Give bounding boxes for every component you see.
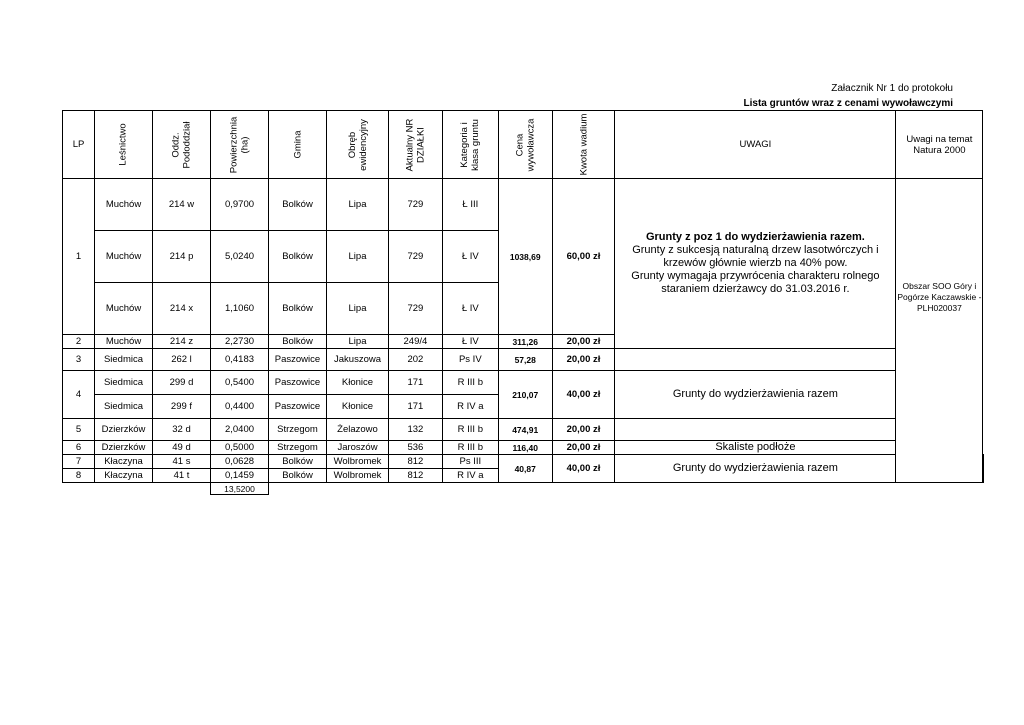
nr-cell: 536 [389,441,443,455]
kat-cell: Ps IV [442,349,498,371]
lesnictwo-cell: Dzierzków [95,419,153,441]
wadium-cell: 40,00 zł [552,371,615,419]
col-lesnictwo: Leśnictwo [95,111,153,179]
nr-cell: 729 [389,231,443,283]
nr-cell: 729 [389,283,443,335]
wadium-cell: 40,00 zł [552,455,615,483]
wadium-cell: 20,00 zł [552,335,615,349]
oddzial-cell: 214 z [153,335,211,349]
kat-cell: R III b [442,441,498,455]
nr-cell: 812 [389,469,443,483]
obreb-cell: Jaroszów [327,441,389,455]
kat-cell: R IV a [442,469,498,483]
gmina-cell: Bolków [269,469,327,483]
pow-cell: 0,0628 [211,455,269,469]
col-wadium: Kwota wadium [552,111,615,179]
wadium-cell: 20,00 zł [552,349,615,371]
uwagi-cell [615,349,896,371]
oddzial-cell: 214 p [153,231,211,283]
col-cena: Cena wywoławcza [498,111,552,179]
uwagi-cell [615,419,896,441]
lp-cell: 1 [63,179,95,335]
cena-cell: 116,40 [498,441,552,455]
cena-cell: 57,28 [498,349,552,371]
cena-cell: 40,87 [498,455,552,483]
nr-cell: 202 [389,349,443,371]
pow-cell: 1,1060 [211,283,269,335]
cena-cell: 311,26 [498,335,552,349]
gmina-cell: Paszowice [269,371,327,395]
lesnictwo-cell: Muchów [95,179,153,231]
col-uwagi: UWAGI [615,111,896,179]
col-obreb: Obręb ewidencyjny [327,111,389,179]
kat-cell: Ł III [442,179,498,231]
kat-cell: Ps III [442,455,498,469]
col-oddzial: Oddz. Pododdział [153,111,211,179]
obreb-cell: Wolbromek [327,455,389,469]
lesnictwo-cell: Kłaczyna [95,455,153,469]
cena-cell: 1038,69 [498,179,552,335]
pow-cell: 0,5000 [211,441,269,455]
lp-cell: 2 [63,335,95,349]
uwagi-cell: Skaliste podłoże [615,441,896,455]
oddzial-cell: 41 t [153,469,211,483]
wadium-cell: 20,00 zł [552,441,615,455]
nr-cell: 171 [389,395,443,419]
table-row [63,419,984,441]
obreb-cell: Wolbromek [327,469,389,483]
col-kategoria: Kategoria i klasa gruntu [442,111,498,179]
obreb-cell: Lipa [327,231,389,283]
col-lp: LP [63,111,95,179]
kat-cell: R III b [442,419,498,441]
lesnictwo-cell: Kłaczyna [95,469,153,483]
col-powierzchnia: Powierzchnia (ha) [211,111,269,179]
kat-cell: R IV a [442,395,498,419]
annex-label: Załacznik Nr 1 do protokołu [831,83,953,94]
oddzial-cell: 262 l [153,349,211,371]
total-area: 13,5200 [211,483,269,495]
lp-cell: 6 [63,441,95,455]
cena-cell: 474,91 [498,419,552,441]
obreb-cell: Lipa [327,335,389,349]
col-dzialka: Aktualny NR DZIAŁKI [389,111,443,179]
oddzial-cell: 214 w [153,179,211,231]
pow-cell: 0,5400 [211,371,269,395]
nr-cell: 249/4 [389,335,443,349]
oddzial-cell: 299 d [153,371,211,395]
pow-cell: 5,0240 [211,231,269,283]
col-natura: Uwagi na temat Natura 2000 [896,111,983,179]
pow-cell: 2,0400 [211,419,269,441]
lesnictwo-cell: Siedmica [95,349,153,371]
pow-cell: 2,2730 [211,335,269,349]
table-row [63,179,984,231]
land-table [62,110,984,495]
table-row [63,455,984,469]
pow-cell: 0,4183 [211,349,269,371]
oddzial-cell: 214 x [153,283,211,335]
col-gmina: Gmina [269,111,327,179]
table-row [63,441,984,455]
gmina-cell: Bolków [269,283,327,335]
gmina-cell: Paszowice [269,349,327,371]
lp-cell: 5 [63,419,95,441]
lesnictwo-cell: Siedmica [95,395,153,419]
lp-cell: 7 [63,455,95,469]
nr-cell: 812 [389,455,443,469]
obreb-cell: Kłonice [327,395,389,419]
wadium-cell: 60,00 zł [552,179,615,335]
gmina-cell: Strzegom [269,441,327,455]
oddzial-cell: 49 d [153,441,211,455]
kat-cell: R III b [442,371,498,395]
gmina-cell: Bolków [269,335,327,349]
obreb-cell: Lipa [327,179,389,231]
lesnictwo-cell: Muchów [95,231,153,283]
lesnictwo-cell: Muchów [95,335,153,349]
nr-cell: 171 [389,371,443,395]
lesnictwo-cell: Muchów [95,283,153,335]
oddzial-cell: 299 f [153,395,211,419]
pow-cell: 0,4400 [211,395,269,419]
cena-cell: 210,07 [498,371,552,419]
pow-cell: 0,1459 [211,469,269,483]
oddzial-cell: 41 s [153,455,211,469]
obreb-cell: Żelazowo [327,419,389,441]
pow-cell: 0,9700 [211,179,269,231]
lp-cell: 3 [63,349,95,371]
obreb-cell: Lipa [327,283,389,335]
obreb-cell: Kłonice [327,371,389,395]
natura-cell [983,469,984,483]
header-row [63,111,984,179]
obreb-cell: Jakuszowa [327,349,389,371]
wadium-cell: 20,00 zł [552,419,615,441]
uwagi-cell: Grunty z poz 1 do wydzierżawienia razem. Grunty z sukcesją naturalną drzew lasotwórczych i krzewów głównie wierzb na 40% pow. Grunty wymagaja przywrócenia charakteru rolnego staraniem dzierżawcy do 31.03.2016 r. [615,179,896,349]
lesnictwo-cell: Siedmica [95,371,153,395]
lp-cell: 4 [63,371,95,419]
list-title: Lista gruntów wraz z cenami wywoławczymi [743,98,953,109]
uwagi-cell: Grunty do wydzierżawienia razem [615,371,896,419]
nr-cell: 132 [389,419,443,441]
gmina-cell: Paszowice [269,395,327,419]
kat-cell: Ł IV [442,231,498,283]
lp-cell: 8 [63,469,95,483]
kat-cell: Ł IV [442,283,498,335]
table-row [63,371,984,395]
table-row [63,349,984,371]
lesnictwo-cell: Dzierzków [95,441,153,455]
total-row [63,483,984,495]
gmina-cell: Strzegom [269,419,327,441]
gmina-cell: Bolków [269,179,327,231]
nr-cell: 729 [389,179,443,231]
natura-cell [983,455,984,469]
gmina-cell: Bolków [269,455,327,469]
natura-cell: Obszar SOO Góry i Pogórze Kaczawskie - PLH020037 [896,179,983,483]
uwagi-cell: Grunty do wydzierżawienia razem [615,455,896,483]
oddzial-cell: 32 d [153,419,211,441]
gmina-cell: Bolków [269,231,327,283]
kat-cell: Ł IV [442,335,498,349]
